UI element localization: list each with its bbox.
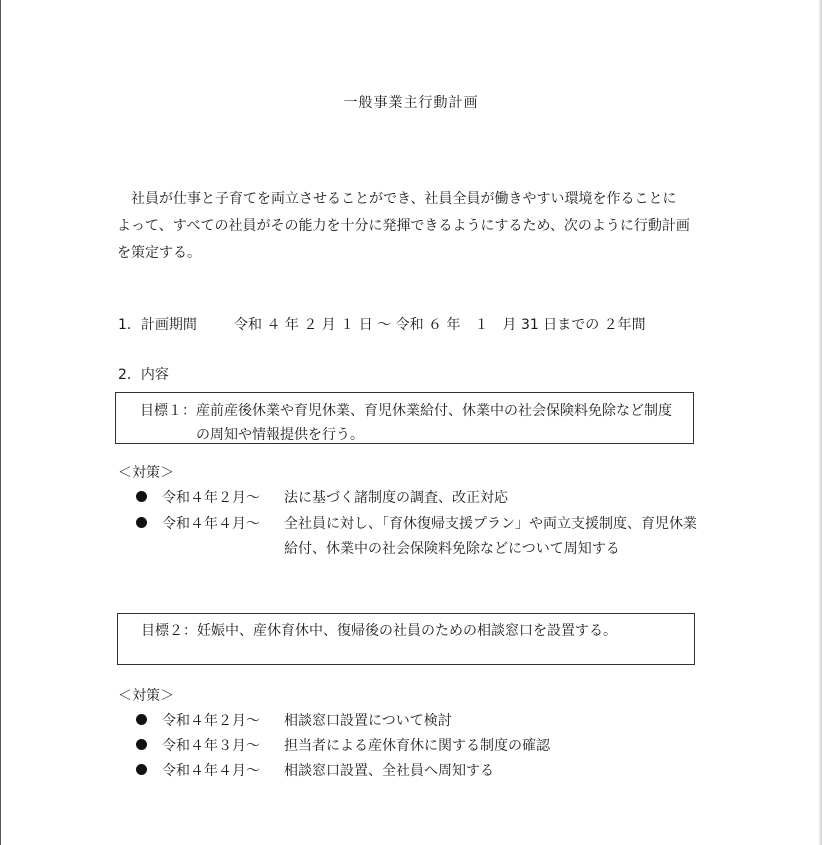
measure-text: 相談窓口設置について検討 xyxy=(284,713,452,729)
measure-text: 法に基づく諸制度の調査、改正対応 xyxy=(284,490,508,506)
measure-date: 令和４年２月〜 xyxy=(162,713,260,729)
intro-line: 社員が仕事と子育てを両立させることができ、社員全員が働きやすい環境を作ることに xyxy=(117,191,677,207)
section1-label: 1．計画期間 xyxy=(118,317,197,333)
bullet-icon xyxy=(136,491,147,502)
goal2-line1: 目標２：妊娠中、産休育休中、復帰後の社員のための相談窓口を設置する。 xyxy=(141,623,617,639)
bullet-icon xyxy=(136,739,147,750)
bullet-icon xyxy=(136,714,147,725)
goal1-line2: の周知や情報提供を行う。 xyxy=(196,427,364,443)
measures-label: ＜対策＞ xyxy=(118,688,174,704)
section2-label: 2．内容 xyxy=(118,367,169,383)
intro-paragraph xyxy=(117,186,717,267)
measure-text: 担当者による産休育休に関する制度の確認 xyxy=(284,738,550,754)
measure-date: 令和４年３月〜 xyxy=(162,738,260,754)
bullet-icon xyxy=(136,764,147,775)
measures-label: ＜対策＞ xyxy=(118,465,174,481)
intro-line: よって、すべての社員がその能力を十分に発揮できるようにするため、次のように行動計画 xyxy=(117,218,690,234)
measure-date: 令和４年２月〜 xyxy=(162,490,260,506)
measure-date: 令和４年４月〜 xyxy=(162,763,260,779)
bullet-icon xyxy=(136,517,147,528)
page-left-edge xyxy=(0,0,1,845)
intro-line: を策定する。 xyxy=(117,245,201,261)
document-title: 一般事業主行動計画 xyxy=(343,95,479,111)
measure-text: 給付、休業中の社会保険料免除などについて周知する xyxy=(284,541,620,557)
goal1-line1: 目標１：産前産後休業や育児休業、育児休業給付、休業中の社会保険料免除など制度 xyxy=(140,403,672,419)
measure-date: 令和４年４月〜 xyxy=(162,516,260,532)
plan-period: 令和 ４ 年 ２ 月 １ 日 〜 令和 ６ 年 １ 月 31 日までの ２年間 xyxy=(234,317,646,333)
measure-text: 相談窓口設置、全社員へ周知する xyxy=(284,763,494,779)
measure-text: 全社員に対し、「育休復帰支援プラン」や両立支援制度、育児休業 xyxy=(284,516,697,532)
